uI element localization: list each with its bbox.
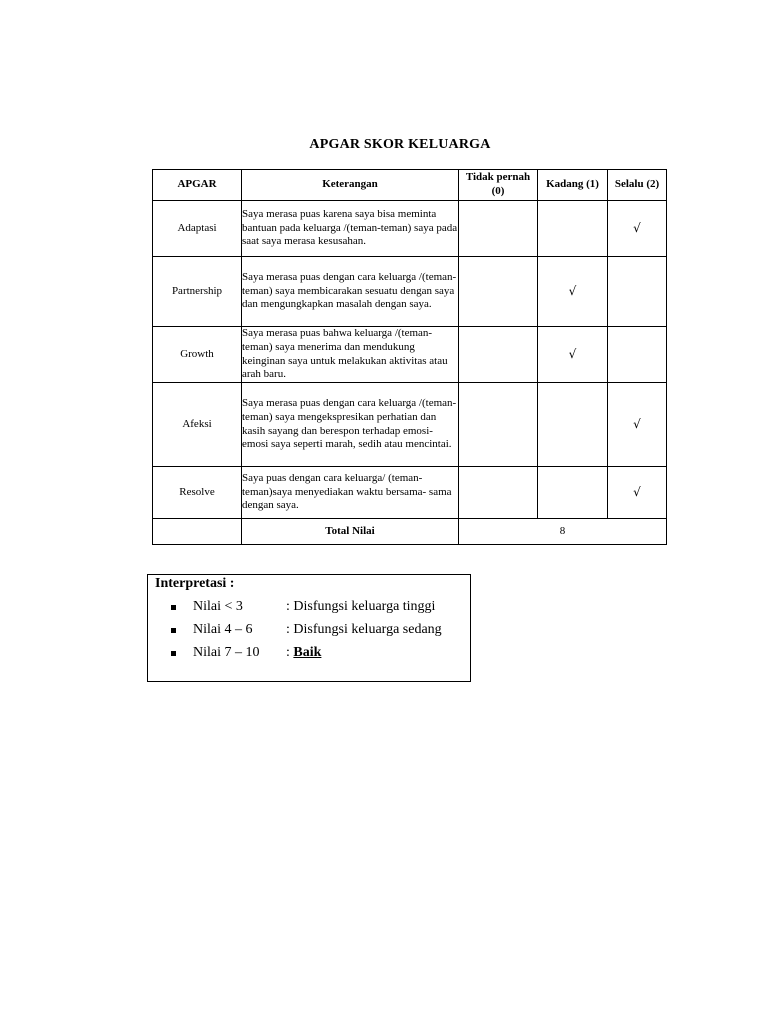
list-item (148, 597, 470, 620)
interpretation-list (148, 597, 470, 666)
header-apgar: APGAR (153, 170, 242, 201)
total-empty-cell (153, 519, 242, 545)
description-cell: Saya puas dengan cara keluarga/ (teman-teman)saya menyediakan waktu bersama- sama dengan saya. (242, 467, 459, 519)
score-range: Nilai 4 – 6 (193, 622, 253, 637)
total-label: Total Nilai (242, 519, 459, 545)
apgar-table (152, 169, 667, 545)
interpretation-box (147, 574, 471, 682)
header-tidak-pernah: Tidak pernah (0) (459, 170, 538, 201)
score-meaning-prefix: : (286, 645, 294, 660)
tidak-pernah-cell (459, 467, 538, 519)
table-row (153, 327, 667, 383)
kadang-cell: √ (538, 257, 608, 327)
selalu-cell: √ (608, 467, 667, 519)
description-cell: Saya merasa puas dengan cara keluarga /(teman-teman) saya membicarakan sesuatu dengan saya dan mengungkapkan masalah dengan saya. (242, 257, 459, 327)
table-row (153, 383, 667, 467)
aspect-cell: Resolve (153, 467, 242, 519)
score-meaning: : Disfungsi keluarga sedang (286, 622, 442, 637)
kadang-cell (538, 201, 608, 257)
table-row (153, 257, 667, 327)
kadang-cell: √ (538, 327, 608, 383)
score-meaning: : Disfungsi keluarga tinggi (286, 599, 436, 614)
table-header-row (153, 170, 667, 201)
description-cell: Saya merasa puas bahwa keluarga /(teman-teman) saya menerima dan mendukung keinginan saya untuk melakukan aktivitas atau arah baru. (242, 327, 459, 383)
total-value: 8 (459, 519, 667, 545)
header-selalu: Selalu (2) (608, 170, 667, 201)
table-row (153, 467, 667, 519)
header-kadang: Kadang (1) (538, 170, 608, 201)
tidak-pernah-cell (459, 327, 538, 383)
score-range: Nilai < 3 (193, 599, 243, 614)
score-meaning-result: Baik (293, 645, 322, 660)
kadang-cell (538, 383, 608, 467)
score-meaning-wrap (286, 643, 321, 663)
list-item (148, 643, 470, 666)
selalu-cell: √ (608, 383, 667, 467)
description-cell: Saya merasa puas dengan cara keluarga /(teman-teman) saya mengekspresikan perhatian dan kasih sayang dan berespon terhadap emosi-emosi saya seperti marah, sedih atau mencintai. (242, 383, 459, 467)
square-bullet-icon (171, 651, 176, 656)
score-range: Nilai 7 – 10 (193, 645, 260, 660)
selalu-cell (608, 257, 667, 327)
square-bullet-icon (171, 628, 176, 633)
description-cell: Saya merasa puas karena saya bisa meminta bantuan pada keluarga /(teman-teman) saya pada saat saya merasa kesusahan. (242, 201, 459, 257)
document-title: APGAR SKOR KELUARGA (309, 137, 491, 152)
list-item (148, 620, 470, 643)
table-row (153, 201, 667, 257)
selalu-cell (608, 327, 667, 383)
tidak-pernah-cell (459, 201, 538, 257)
aspect-cell: Adaptasi (153, 201, 242, 257)
tidak-pernah-cell (459, 383, 538, 467)
selalu-cell: √ (608, 201, 667, 257)
interpretation-title: Interpretasi : (155, 576, 235, 591)
aspect-cell: Afeksi (153, 383, 242, 467)
tidak-pernah-cell (459, 257, 538, 327)
square-bullet-icon (171, 605, 176, 610)
kadang-cell (538, 467, 608, 519)
header-keterangan: Keterangan (242, 170, 459, 201)
aspect-cell: Partnership (153, 257, 242, 327)
aspect-cell: Growth (153, 327, 242, 383)
total-row (153, 519, 667, 545)
